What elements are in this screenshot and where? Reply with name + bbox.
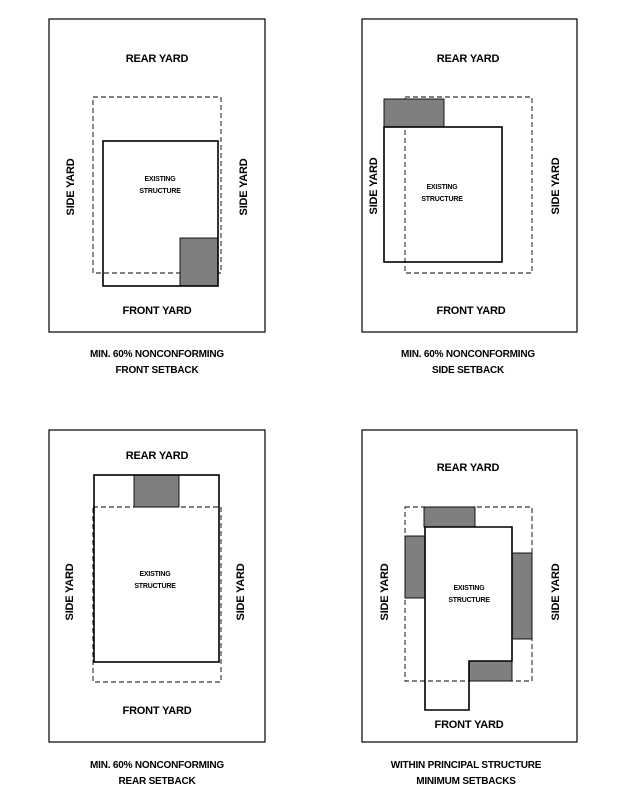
- side-yard-label-right: SIDE YARD: [550, 563, 562, 621]
- structure-label: STRUCTURE: [421, 196, 463, 203]
- nonconforming-area: [134, 475, 179, 507]
- existing-label: EXISTING: [139, 571, 171, 578]
- caption-line-1: MIN. 60% NONCONFORMING: [401, 349, 535, 360]
- structure-label: STRUCTURE: [448, 597, 490, 604]
- caption-line-1: WITHIN PRINCIPAL STRUCTURE: [390, 760, 542, 771]
- rear-yard-label: REAR YARD: [436, 53, 500, 65]
- nonconforming-area: [180, 238, 218, 286]
- rear-yard-label: REAR YARD: [125, 450, 189, 462]
- nonconforming-area: [384, 99, 444, 127]
- caption-line-2: MINIMUM SETBACKS: [416, 776, 516, 787]
- nonconforming-area-rear: [424, 507, 475, 527]
- structure-label: STRUCTURE: [134, 583, 176, 590]
- diagram-front-setback: [49, 19, 265, 376]
- diagram-side-setback: [362, 19, 577, 376]
- diagram-rear-setback: [49, 430, 265, 787]
- nonconforming-area-front: [469, 661, 512, 681]
- front-yard-label: FRONT YARD: [122, 305, 192, 317]
- front-yard-label: FRONT YARD: [122, 705, 192, 717]
- existing-label: EXISTING: [426, 184, 458, 191]
- nonconforming-area-right: [512, 553, 532, 639]
- side-yard-label-left: SIDE YARD: [65, 158, 77, 216]
- side-yard-label-left: SIDE YARD: [368, 157, 380, 215]
- caption-line-2: REAR SETBACK: [118, 776, 196, 787]
- existing-label: EXISTING: [453, 585, 485, 592]
- existing-label: EXISTING: [144, 176, 176, 183]
- diagram-within-principal-setbacks: [362, 430, 577, 787]
- side-yard-label-right: SIDE YARD: [235, 563, 247, 621]
- rear-yard-label: REAR YARD: [125, 53, 189, 65]
- lot-boundary: [362, 19, 577, 332]
- side-yard-label-right: SIDE YARD: [238, 158, 250, 216]
- front-yard-label: FRONT YARD: [436, 305, 506, 317]
- side-yard-label-left: SIDE YARD: [64, 563, 76, 621]
- structure-label: STRUCTURE: [139, 188, 181, 195]
- caption-line-2: FRONT SETBACK: [115, 365, 199, 376]
- nonconforming-area-left: [405, 536, 425, 598]
- caption-line-1: MIN. 60% NONCONFORMING: [90, 760, 224, 771]
- rear-yard-label: REAR YARD: [436, 462, 500, 474]
- side-yard-label-right: SIDE YARD: [550, 157, 562, 215]
- front-yard-label: FRONT YARD: [434, 719, 504, 731]
- caption-line-2: SIDE SETBACK: [431, 365, 505, 376]
- caption-line-1: MIN. 60% NONCONFORMING: [90, 349, 224, 360]
- side-yard-label-left: SIDE YARD: [379, 563, 391, 621]
